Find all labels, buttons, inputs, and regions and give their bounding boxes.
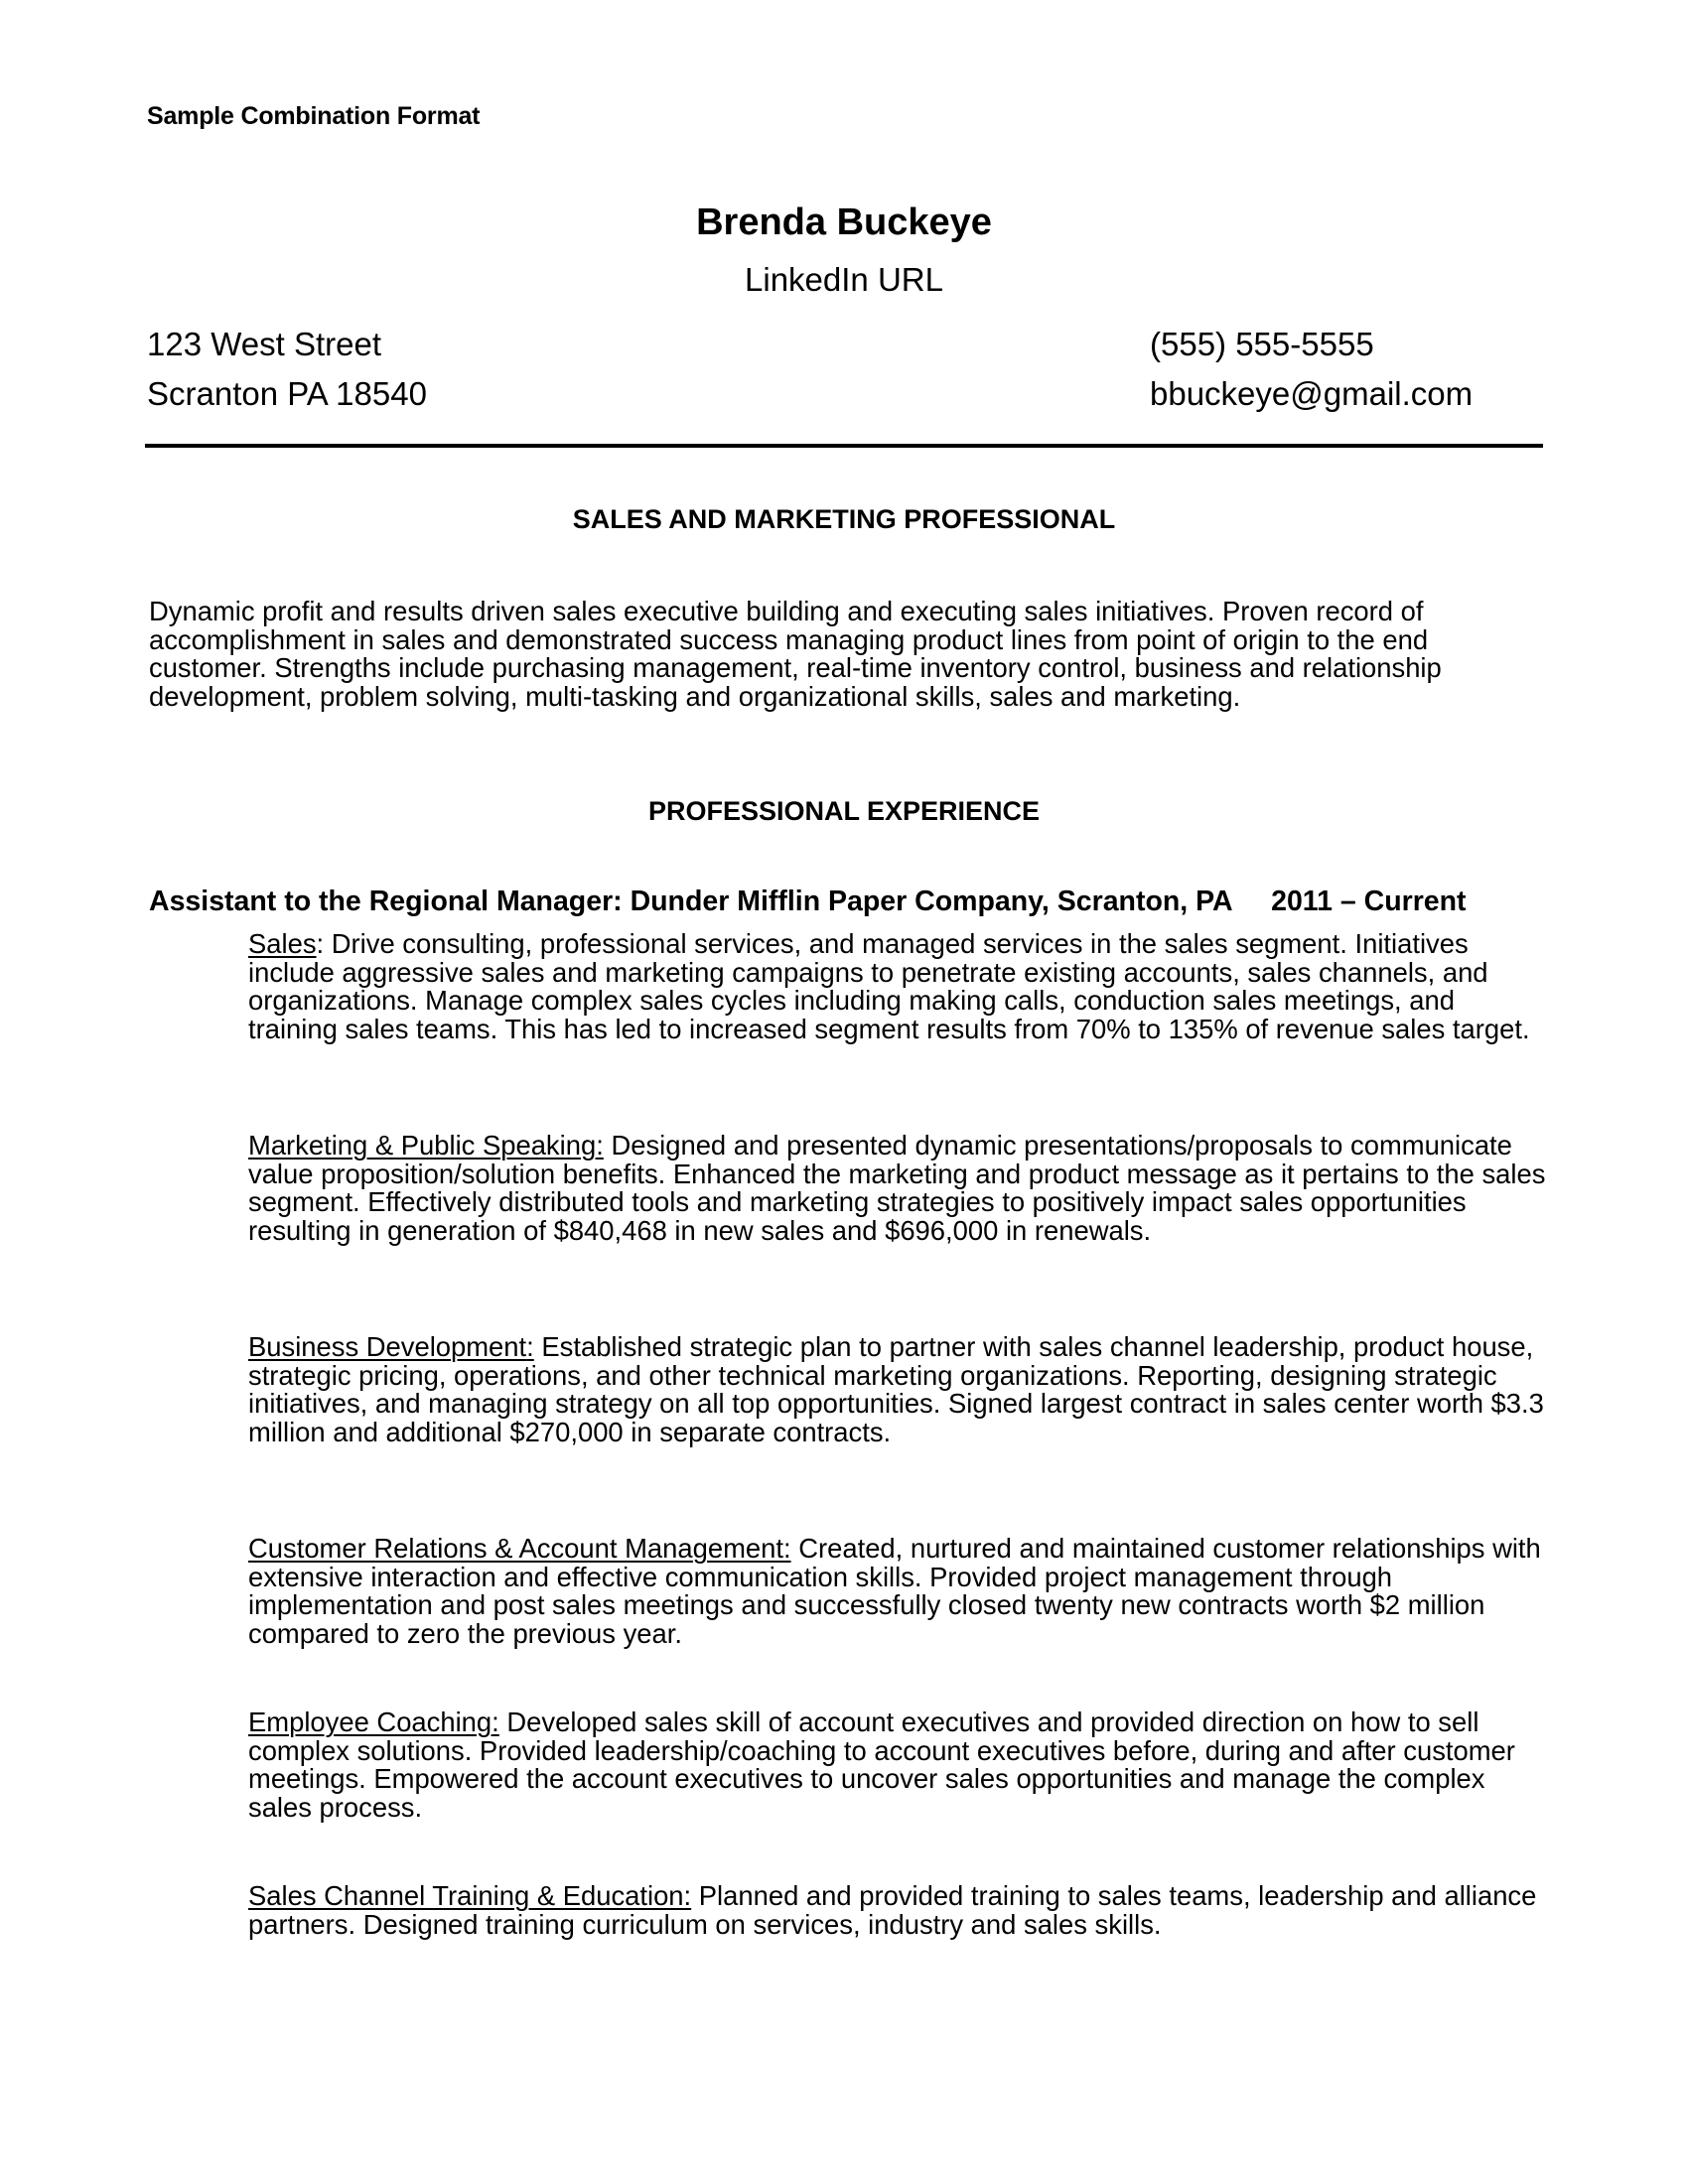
candidate-name: Brenda Buckeye bbox=[696, 202, 992, 243]
phone-number: (555) 555-5555 bbox=[1150, 326, 1374, 362]
experience-entry-business-development: Business Development: Established strategic plan to partner with sales channel leadership, product house, strategic pricing, operations, and other technical marketing organizations. Reporting, designing strategic initiatives, and managing strategy on all top opportunities. Signed largest contract in sales center worth $3.3 million and additional $270,000 in separate contracts. bbox=[248, 1331, 1544, 1447]
experience-entry-sales: Sales: Drive consulting, professional services, and managed services in the sales segment. Initiatives include aggressive sales and marketing campaigns to penetrate existing accounts, sales channels, and organizations. Manage complex sales cycles including making calls, conduction sales meetings, and training sales teams. This has led to increased segment results from 70% to 135% of revenue sales target. bbox=[248, 928, 1530, 1044]
experience-heading: PROFESSIONAL EXPERIENCE bbox=[647, 796, 1041, 826]
entry-label: Sales bbox=[248, 928, 317, 959]
address-line-2: Scranton PA 18540 bbox=[147, 375, 427, 412]
header-divider bbox=[145, 444, 1543, 448]
experience-entry-employee-coaching: Employee Coaching: Developed sales skill of account executives and provided direction on how to sell complex solutions. Provided leadership/coaching to account executives before, during and after customer meetings. Empowered the account executives to uncover sales opportunities and manage the complex sales process. bbox=[248, 1706, 1515, 1823]
address-block bbox=[147, 320, 427, 419]
format-label: Sample Combination Format bbox=[147, 102, 481, 130]
summary-heading: SALES AND MARKETING PROFESSIONAL bbox=[572, 504, 1116, 534]
email-address: bbuckeye@gmail.com bbox=[1150, 375, 1474, 412]
entry-label: Sales Channel Training & Education bbox=[248, 1880, 684, 1911]
linkedin-url: LinkedIn URL bbox=[745, 261, 943, 298]
entry-label: Business Development bbox=[248, 1331, 527, 1362]
job-title: Assistant to the Regional Manager: Dunder Mifflin Paper Company, Scranton, PA bbox=[149, 886, 1232, 917]
entry-text: Established strategic plan to partner with sales channel leadership, product house, strategic pricing, operations, and other technical marketing organizations. Reporting, designing strategic initiatives, and managing strategy on all top opportunities. Signed largest contract in sales center worth $3.3 million and additional $270,000 in separate contracts. bbox=[248, 1331, 1544, 1447]
entry-label: Customer Relations & Account Management bbox=[248, 1533, 783, 1564]
entry-text: Developed sales skill of account executives and provided direction on how to sell complex solutions. Provided leadership/coaching to account executives before, during and after customer meetings. Empowered the account executives to uncover sales opportunities and manage the complex sales process. bbox=[248, 1706, 1515, 1823]
summary-text: Dynamic profit and results driven sales executive building and executing sales initiatives. Proven record of accomplishment in sales and demonstrated success managing product lines from point of origin to the end customer. Strengths include purchasing management, real-time inventory control, business and relationship development, problem solving, multi-tasking and organizational skills, sales and marketing. bbox=[149, 596, 1442, 712]
job-dates: 2011 – Current bbox=[1271, 886, 1467, 917]
contact-block bbox=[1150, 320, 1473, 419]
experience-entry-sales-channel-training: Sales Channel Training & Education: Planned and provided training to sales teams, leadership and alliance partners. Designed training curriculum on services, industry and sales skills. bbox=[248, 1880, 1537, 1940]
entry-label: Employee Coaching bbox=[248, 1706, 492, 1737]
entry-text: Designed and presented dynamic presentations/proposals to communicate value proposition/solution benefits. Enhanced the marketing and product message as it pertains to the sales segment. Effectively distributed tools and marketing strategies to positively impact sales opportunities resulting in generation of $840,468 in new sales and $696,000 in renewals. bbox=[248, 1130, 1546, 1246]
address-line-1: 123 West Street bbox=[147, 326, 382, 362]
experience-entry-marketing: Marketing & Public Speaking: Designed and presented dynamic presentations/proposals to communicate value proposition/solution benefits. Enhanced the marketing and product message as it pertains to the sales segment. Effectively distributed tools and marketing strategies to positively impact sales opportunities resulting in generation of $840,468 in new sales and $696,000 in renewals. bbox=[248, 1130, 1546, 1246]
entry-text: Planned and provided training to sales teams, leadership and alliance partners. Designed training curriculum on services, industry and sales skills. bbox=[248, 1880, 1537, 1940]
job-title-line bbox=[149, 886, 1467, 918]
entry-text: Drive consulting, professional services, and managed services in the sales segment. Initiatives include aggressive sales and marketing campaigns to penetrate existing accounts, sales channels, and organizations. Manage complex sales cycles including making calls, conduction sales meetings, and training sales teams. This has led to increased segment results from 70% to 135% of revenue sales target. bbox=[248, 928, 1530, 1044]
entry-text: Created, nurtured and maintained customer relationships with extensive interaction and effective communication skills. Provided project management through implementation and post sales meetings and successfully closed twenty new contracts worth $2 million compared to zero the previous year. bbox=[248, 1533, 1541, 1649]
experience-entry-customer-relations: Customer Relations & Account Management: Created, nurtured and maintained customer relationships with extensive interaction and effective communication skills. Provided project management through implementation and post sales meetings and successfully closed twenty new contracts worth $2 million compared to zero the previous year. bbox=[248, 1533, 1541, 1649]
entry-label: Marketing & Public Speaking bbox=[248, 1130, 597, 1160]
